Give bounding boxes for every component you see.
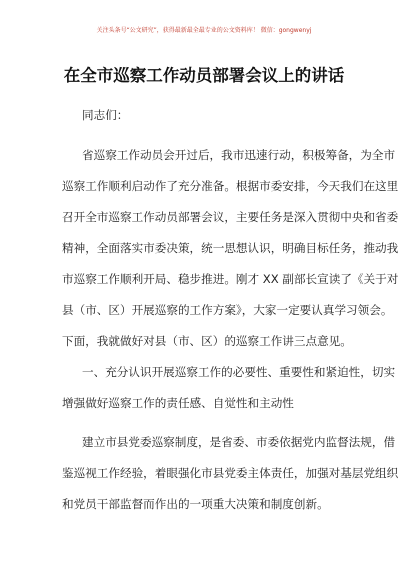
salutation: 同志们： <box>82 108 129 122</box>
body-line: 精神，全面落实市委决策，统一思想认识，明确目标任务，推动我 <box>62 241 399 255</box>
body-line: 和党员干部监督而作出的一项重大决策和制度创新。 <box>62 497 329 511</box>
body-line: 下面，我就做好对县（市、区）的巡察工作讲三点意见。 <box>62 334 352 348</box>
body-line: 县（市、区）开展巡察的工作方案》，大家一定要认真学习领会。 <box>62 303 393 317</box>
document-title: 在全市巡察工作动员部署会议上的讲话 <box>63 66 345 85</box>
body-line: 建立市县党委巡察制度，是省委、市委依据党内监督法规，借 <box>82 435 396 449</box>
body-line: 市巡察工作顺利开局、稳步推进。刚才 XX 副部长宣读了《关于对 <box>62 272 399 286</box>
section-heading-line: 增强做好巡察工作的责任感、自觉性和主动性 <box>62 396 294 410</box>
body-line: 召开全市巡察工作动员部署会议，主要任务是深入贯彻中央和省委 <box>62 210 399 224</box>
promo-banner: 关注头条号“公文研究”，获得最新最全最专业的公文资料库！ 微信：gongwenyj <box>96 27 312 34</box>
body-line: 省巡察工作动员会开过后，我市迅速行动，积极筹备，为全市 <box>82 148 396 162</box>
body-line: 巡察工作顺利启动作了充分准备。根据市委安排，今天我们在这里 <box>62 179 399 193</box>
section-heading-line: 一、充分认识开展巡察工作的必要性、重要性和紧迫性，切实 <box>82 365 396 379</box>
body-line: 鉴巡视工作经验，着眼强化市县党委主体责任，加强对基层党组织 <box>62 466 399 480</box>
